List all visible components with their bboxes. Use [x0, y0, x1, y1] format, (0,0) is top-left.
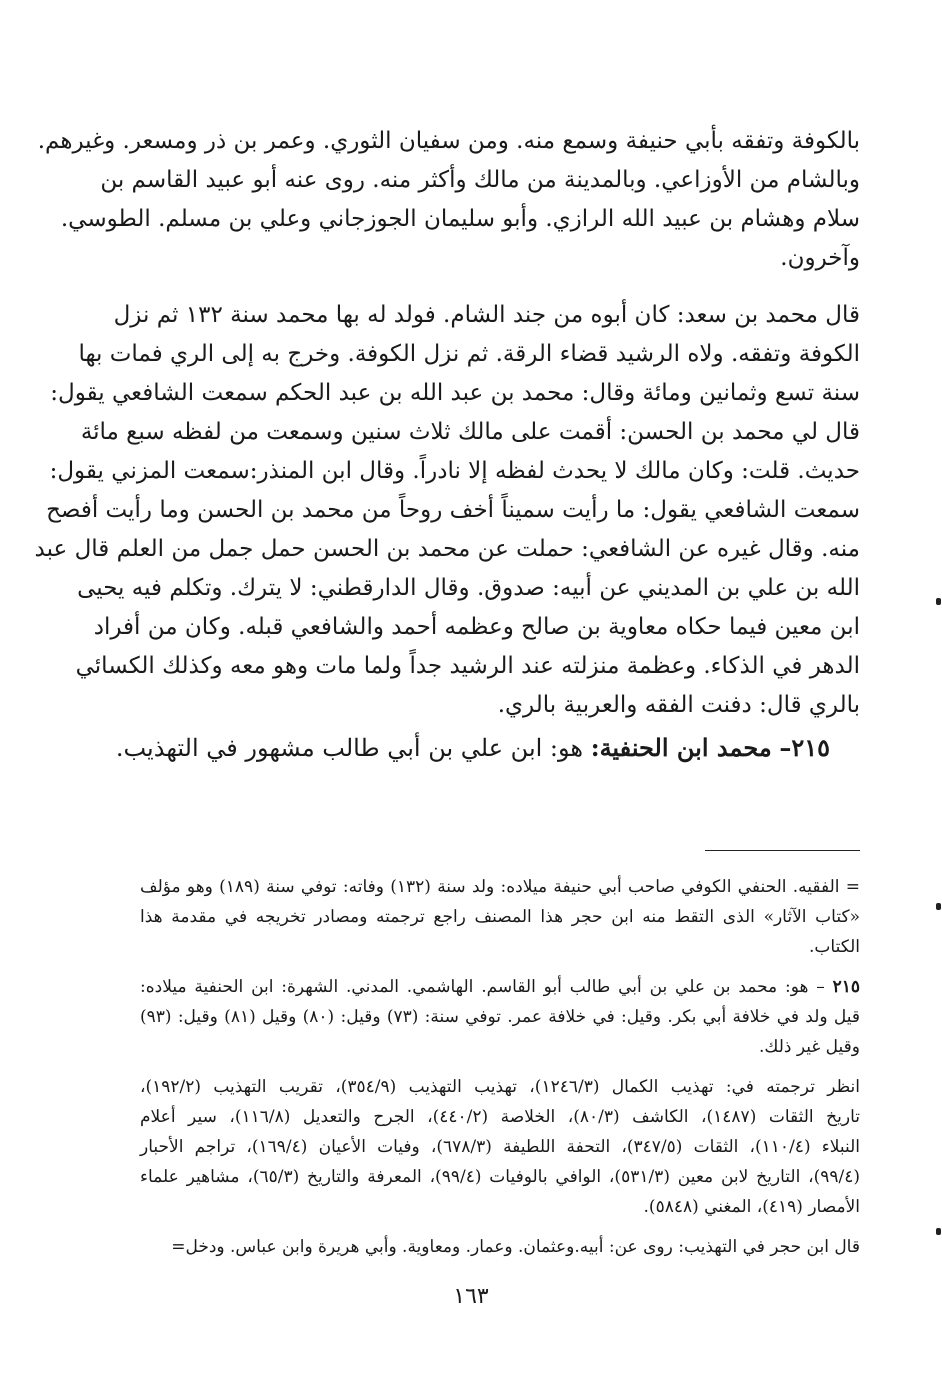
footnote-separator — [705, 850, 860, 851]
footnote-line: النبلاء (١١٠/٤)، الثقات (٣٤٧/٥)، التحفة اللطيفة (٦٧٨/٣)، وفيات الأعيان (١٦٩/٤)، تراجم الأحبار — [140, 1137, 861, 1157]
body-line: بالري قال: دفنت الفقه والعربية بالري. — [497, 692, 860, 718]
body-line: حديث. قلت: وكان مالك لا يحدث لفظه إلا نادراً. وقال ابن المنذر:سمعت المزني يقول: — [49, 458, 860, 484]
body-line: بالكوفة وتفقه بأبي حنيفة وسمع منه. ومن سفيان الثوري. وعمر بن ذر ومسعر. وغيرهم. — [37, 128, 860, 154]
page-number: ١٦٣ — [453, 1284, 489, 1309]
footnote-line: الأمصار (٤١٩)، المغني (٥٨٤٨). — [643, 1197, 860, 1217]
main-text — [34, 122, 860, 771]
body-line: سنة تسع وثمانين ومائة وقال: محمد بن عبد الله بن عبد الحكم سمعت الشافعي يقول: — [50, 380, 860, 406]
body-line: ابن معين فيما حكاه معاوية بن صالح وعظمه أحمد والشافعي قبله. وكان من أفراد — [93, 614, 860, 640]
body-line: منه. وقال غيره عن الشافعي: حملت عن محمد بن الحسن حمل جمل من العلم قال عبد — [34, 536, 860, 562]
body-line: الدهر في الذكاء. وعظمة منزلته عند الرشيد جداً ولما مات وهو معه وكذلك الكسائي — [75, 653, 860, 679]
entry-title: محمد ابن الحنفية: — [590, 733, 772, 762]
footnote-line: قيل ولد في خلافة أبي بكر. وقيل: في خلافة عمر. توفي سنة: (٧٣) وقيل: (٨٠) وقيل (٨١) وقيل: (٩٣) — [140, 1007, 861, 1027]
body-line: سمعت الشافعي يقول: ما رأيت سميناً أخف روحاً من محمد بن الحسن وما رأيت أفصح — [46, 497, 860, 523]
footnote-line: قال ابن حجر في التهذيب: روى عن: أبيه.وعثمان. وعمار. ومعاوية. وأبي هريرة وابن عباس. ودخل= — [171, 1237, 860, 1257]
footnote-line: = الفقيه. الحنفي الكوفي صاحب أبي حنيفة ميلاده: ولد سنة (١٣٢) وفاته: توفي سنة (١٨٩) وهو مؤلف — [140, 877, 860, 897]
footnote-line — [140, 972, 860, 1002]
footnote-line: «كتاب الآثار» الذى التقط منه ابن حجر هذا المصنف راجع ترجمته ومصادر تخريجه في مقدمة هذا — [140, 907, 860, 927]
body-line: سلام وهشام بن عبيد الله الرازي. وأبو سليمان الجوزجاني وعلي بن مسلم. الطوسي. — [60, 206, 860, 232]
footnote-line: تاريخ الثقات (١٤٨٧)، الكاشف (٨٠/٣)، الخلاصة (٤٤٠/٢)، الجرح والتعديل (١١٦/٨)، سير أعلام — [140, 1107, 861, 1127]
body-line: قال محمد بن سعد: كان أبوه من جند الشام. فولد له بها محمد سنة ١٣٢ ثم نزل — [113, 302, 860, 328]
entry-heading — [115, 725, 860, 771]
entry-text: هو: ابن علي بن أبي طالب مشهور في التهذيب. — [115, 734, 591, 762]
scan-mark — [936, 1228, 941, 1235]
entry-number: ٢١٥– — [779, 733, 830, 762]
body-line: وآخرون. — [780, 245, 860, 271]
scan-mark — [936, 598, 941, 605]
footnote-line: انظر ترجمته في: تهذيب الكمال (١٢٤٦/٣)، تهذيب التهذيب (٣٥٤/٩)، تقريب التهذيب (١٩٢/٢)، — [140, 1077, 860, 1097]
body-line: وبالشام من الأوزاعي. وبالمدينة من مالك وأكثر منه. روى عنه أبو عبيد القاسم بن — [100, 167, 860, 193]
scan-mark — [936, 903, 941, 910]
footnote-number: ٢١٥ — [832, 977, 860, 997]
footnote-text: – هو: محمد بن علي بن أبي طالب أبو القاسم. الهاشمي. المدني. الشهرة: ابن الحنفية ميلاده: — [140, 977, 833, 997]
footnote-line: الكتاب. — [808, 937, 860, 957]
body-line: الكوفة وتفقه. ولاه الرشيد قضاء الرقة. ثم نزل الكوفة. وخرج به إلى الري فمات بها — [78, 341, 860, 367]
body-line: قال لي محمد بن الحسن: أقمت على مالك ثلاث سنين وسمعت من لفظه سبع مائة — [80, 419, 860, 445]
footnotes — [140, 872, 860, 1262]
footnote-line: (٩٩/٤)، التاريخ لابن معين (٥٣١/٣)، الوافي بالوفيات (٩٩/٤)، المعرفة والتاريخ (٦٥/٣)، مشاهير علماء — [140, 1167, 860, 1187]
footnote-line: وقيل غير ذلك. — [758, 1037, 860, 1057]
body-line: الله بن علي بن المديني عن أبيه: صدوق. وقال الدارقطني: لا يترك. وتكلم فيه يحيى — [77, 575, 860, 601]
